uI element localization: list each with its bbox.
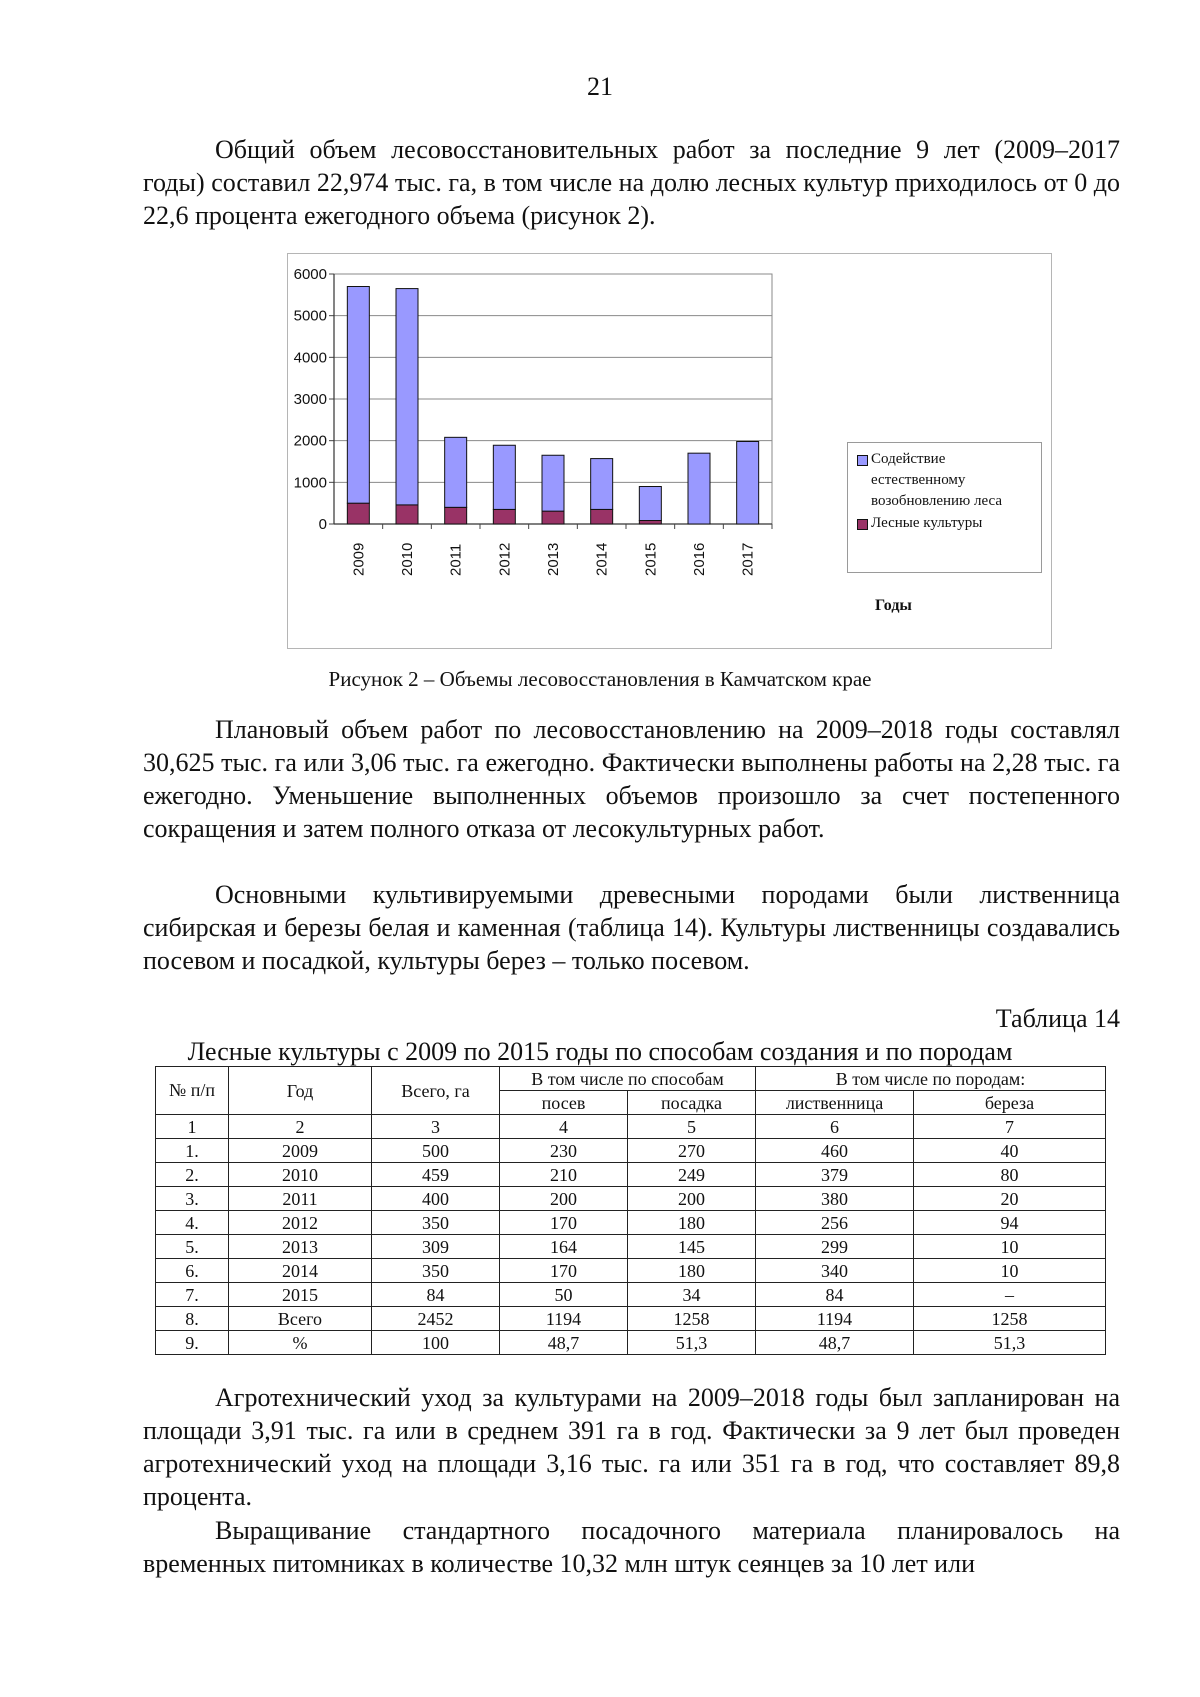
column-number: 2 bbox=[229, 1115, 372, 1139]
table-cell: 200 bbox=[500, 1187, 628, 1211]
paragraph-seedlings: Выращивание стандартного посадочного материала планировалось на временных питомниках в количестве 10,32 млн штук сеянцев за 10 лет или bbox=[143, 1516, 1120, 1578]
header-num: № п/п bbox=[156, 1067, 229, 1115]
column-number: 5 bbox=[628, 1115, 756, 1139]
table-cell: 48,7 bbox=[756, 1331, 914, 1355]
paragraph-species: Основными культивируемыми древесными породами были лиственница сибирская и березы белая и каменная (таблица 14). Культуры лиственницы создавались посевом и посадкой, культуры берез – только посевом. bbox=[143, 880, 1120, 975]
table-cell: % bbox=[229, 1331, 372, 1355]
paragraph-total-volume: Общий объем лесовосстановительных работ за последние 9 лет (2009–2017 годы) составил 22,974 тыс. га, в том числе на долю лесных культур приходилось от 0 до 22,6 процента ежегодного объема (рисунок 2). bbox=[143, 135, 1120, 230]
header-larch: лиственница bbox=[756, 1091, 914, 1115]
table-cell: 210 bbox=[500, 1163, 628, 1187]
table-cell: 40 bbox=[914, 1139, 1106, 1163]
table-cell: 299 bbox=[756, 1235, 914, 1259]
table-cell: 2012 bbox=[229, 1211, 372, 1235]
table-cell: 80 bbox=[914, 1163, 1106, 1187]
y-tick-label: 5000 bbox=[293, 307, 327, 325]
table-row bbox=[156, 1163, 1106, 1187]
table-row bbox=[156, 1139, 1106, 1163]
bar-natural-regeneration-2014 bbox=[591, 459, 613, 510]
figure-caption: Рисунок 2 – Объемы лесовосстановления в Камчатском крае bbox=[328, 667, 872, 691]
column-number: 6 bbox=[756, 1115, 914, 1139]
table-row bbox=[156, 1307, 1106, 1331]
table-cell: 460 bbox=[756, 1139, 914, 1163]
table-body bbox=[156, 1115, 1106, 1355]
header-total: Всего, га bbox=[372, 1067, 500, 1115]
bar-forest-crops-2013 bbox=[542, 511, 564, 524]
table-cell: – bbox=[914, 1283, 1106, 1307]
table-cell: 5. bbox=[156, 1235, 229, 1259]
table-cell: 230 bbox=[500, 1139, 628, 1163]
table-cell: 7. bbox=[156, 1283, 229, 1307]
table-cell: 3. bbox=[156, 1187, 229, 1211]
table-cell: 1194 bbox=[756, 1307, 914, 1331]
legend-swatch-natural-regeneration bbox=[857, 455, 868, 466]
bar-forest-crops-2014 bbox=[591, 509, 613, 524]
table-cell: 180 bbox=[628, 1211, 756, 1235]
table-cell: 50 bbox=[500, 1283, 628, 1307]
paragraph-planned-volume: Плановый объем работ по лесовосстановлению на 2009–2018 годы составлял 30,625 тыс. га или 3,06 тыс. га ежегодно. Фактически выполнены работы на 2,28 тыс. га ежегодно. Уменьшение выполненных объемов произошло за счет постепенного сокращения и затем полного отказа от лесокультурных работ. bbox=[143, 715, 1120, 843]
bar-forest-crops-2009 bbox=[347, 503, 369, 524]
table-cell: 164 bbox=[500, 1235, 628, 1259]
bar-forest-crops-2015 bbox=[639, 521, 661, 525]
table-cell: 2. bbox=[156, 1163, 229, 1187]
bar-natural-regeneration-2016 bbox=[688, 453, 710, 524]
table-row bbox=[156, 1235, 1106, 1259]
table-row bbox=[156, 1283, 1106, 1307]
table-cell: 340 bbox=[756, 1259, 914, 1283]
chart-figure-2 bbox=[287, 253, 1052, 649]
bar-natural-regeneration-2012 bbox=[493, 445, 515, 509]
y-tick-label: 0 bbox=[318, 516, 327, 533]
y-tick-label: 4000 bbox=[293, 349, 327, 367]
table-cell: 380 bbox=[756, 1187, 914, 1211]
table-cell: 51,3 bbox=[628, 1331, 756, 1355]
table-row bbox=[156, 1331, 1106, 1355]
table-row bbox=[156, 1211, 1106, 1235]
x-tick-label: 2013 bbox=[545, 542, 562, 576]
bar-natural-regeneration-2010 bbox=[396, 289, 418, 505]
bar-forest-crops-2012 bbox=[493, 509, 515, 524]
table-cell: 249 bbox=[628, 1163, 756, 1187]
table-cell: 256 bbox=[756, 1211, 914, 1235]
table-cell: 180 bbox=[628, 1259, 756, 1283]
header-planting: посадка bbox=[628, 1091, 756, 1115]
legend-swatch-forest-crops bbox=[857, 519, 868, 530]
table-cell: 500 bbox=[372, 1139, 500, 1163]
table-row bbox=[156, 1259, 1106, 1283]
table-cell: 2009 bbox=[229, 1139, 372, 1163]
table-cell: 1. bbox=[156, 1139, 229, 1163]
y-tick-label: 2000 bbox=[293, 432, 327, 450]
x-tick-label: 2017 bbox=[739, 542, 757, 576]
table-cell: 51,3 bbox=[914, 1331, 1106, 1355]
table-cell: 145 bbox=[628, 1235, 756, 1259]
table-cell: 2013 bbox=[229, 1235, 372, 1259]
table-cell: 34 bbox=[628, 1283, 756, 1307]
table-cell: 20 bbox=[914, 1187, 1106, 1211]
x-tick-label: 2012 bbox=[496, 542, 514, 576]
legend-label-natural-regeneration: Содействие естественному возобновлению леса bbox=[871, 451, 1003, 509]
table-cell: 84 bbox=[756, 1283, 914, 1307]
y-tick-label: 1000 bbox=[293, 474, 327, 492]
forest-crops-table bbox=[155, 1066, 1106, 1355]
page-number: 21 bbox=[587, 72, 613, 101]
table-cell: 4. bbox=[156, 1211, 229, 1235]
bar-forest-crops-2010 bbox=[396, 505, 418, 524]
table-cell: 379 bbox=[756, 1163, 914, 1187]
table-cell: 350 bbox=[372, 1259, 500, 1283]
table-cell: 10 bbox=[914, 1235, 1106, 1259]
table-cell: 8. bbox=[156, 1307, 229, 1331]
x-tick-label: 2010 bbox=[399, 542, 416, 576]
chart-legend bbox=[847, 442, 1042, 573]
table-cell: 9. bbox=[156, 1331, 229, 1355]
table-cell: 2014 bbox=[229, 1259, 372, 1283]
x-tick-label: 2011 bbox=[447, 543, 465, 576]
table-cell: Всего bbox=[229, 1307, 372, 1331]
y-tick-label: 3000 bbox=[293, 391, 327, 408]
legend-label-forest-crops: Лесные культуры bbox=[871, 515, 983, 531]
x-tick-label: 2015 bbox=[642, 542, 660, 576]
paragraph-agrotechnical-care: Агротехнический уход за культурами на 2009–2018 годы был запланирован на площади 3,91 тыс. га или в среднем 391 га в год. Фактически за 9 лет был проведен агротехнический уход на площади 3,16 тыс. га или 351 га в год, что составляет 89,8 процента. bbox=[143, 1383, 1120, 1511]
table-row bbox=[156, 1187, 1106, 1211]
table-cell: 270 bbox=[628, 1139, 756, 1163]
table-cell: 170 bbox=[500, 1211, 628, 1235]
header-by-species: В том числе по породам: bbox=[756, 1067, 1106, 1091]
x-tick-label: 2014 bbox=[593, 542, 611, 576]
table-cell: 2011 bbox=[229, 1187, 372, 1211]
table-cell: 309 bbox=[372, 1235, 500, 1259]
table-cell: 2452 bbox=[372, 1307, 500, 1331]
bar-natural-regeneration-2015 bbox=[639, 487, 661, 521]
header-birch: береза bbox=[914, 1091, 1106, 1115]
bar-natural-regeneration-2009 bbox=[347, 287, 369, 504]
bar-forest-crops-2011 bbox=[445, 507, 467, 524]
table-cell: 170 bbox=[500, 1259, 628, 1283]
bar-natural-regeneration-2013 bbox=[542, 455, 564, 511]
table-cell: 10 bbox=[914, 1259, 1106, 1283]
y-tick-label: 6000 bbox=[293, 266, 327, 283]
x-tick-label: 2009 bbox=[350, 542, 368, 576]
table-cell: 1194 bbox=[500, 1307, 628, 1331]
header-year: Год bbox=[229, 1067, 372, 1115]
table-title: Лесные культуры с 2009 по 2015 годы по способам создания и по породам bbox=[187, 1037, 1013, 1066]
table-cell: 1258 bbox=[914, 1307, 1106, 1331]
x-axis-title: Годы bbox=[875, 597, 912, 614]
column-number: 1 bbox=[156, 1115, 229, 1139]
bar-natural-regeneration-2011 bbox=[445, 437, 467, 507]
table-cell: 100 bbox=[372, 1331, 500, 1355]
table-cell: 400 bbox=[372, 1187, 500, 1211]
table-cell: 6. bbox=[156, 1259, 229, 1283]
table-cell: 1258 bbox=[628, 1307, 756, 1331]
table-cell: 84 bbox=[372, 1283, 500, 1307]
table-cell: 200 bbox=[628, 1187, 756, 1211]
column-number: 4 bbox=[500, 1115, 628, 1139]
table-cell: 350 bbox=[372, 1211, 500, 1235]
table-label: Таблица 14 bbox=[995, 1004, 1120, 1033]
header-sowing: посев bbox=[500, 1091, 628, 1115]
table-cell: 2015 bbox=[229, 1283, 372, 1307]
header-by-method: В том числе по способам bbox=[500, 1067, 756, 1091]
table-cell: 459 bbox=[372, 1163, 500, 1187]
bar-natural-regeneration-2017 bbox=[737, 442, 759, 525]
table-cell: 2010 bbox=[229, 1163, 372, 1187]
column-number: 7 bbox=[914, 1115, 1106, 1139]
x-tick-label: 2016 bbox=[691, 542, 708, 576]
column-number-row bbox=[156, 1115, 1106, 1139]
table-cell: 48,7 bbox=[500, 1331, 628, 1355]
table-cell: 94 bbox=[914, 1211, 1106, 1235]
column-number: 3 bbox=[372, 1115, 500, 1139]
